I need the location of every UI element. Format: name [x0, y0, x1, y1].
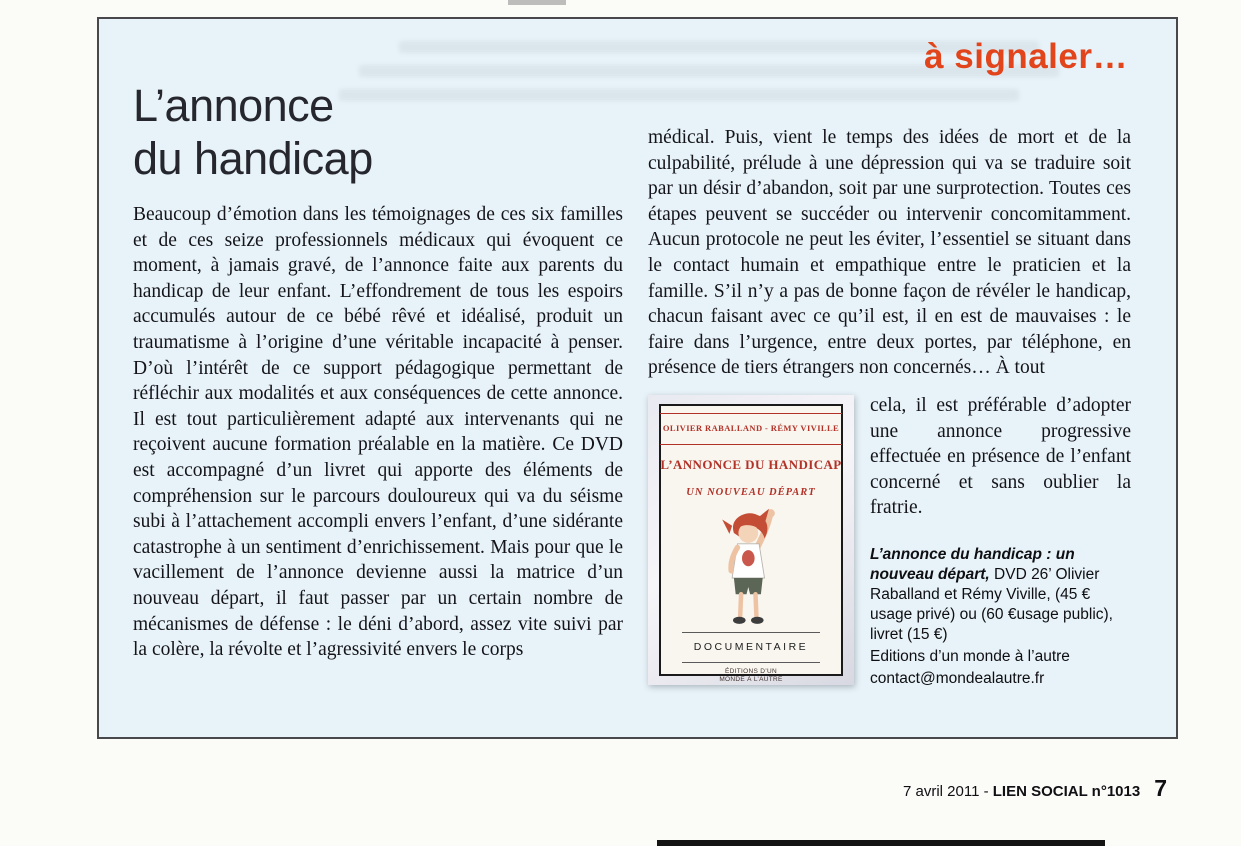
dvd-caption-email: contact@mondealautre.fr: [870, 669, 1045, 687]
scan-edge-artifact: [508, 0, 566, 5]
article-body-right: médical. Puis, vient le temps des idées de mort et de la culpabilité, prélude à une dépression qui va se traduire soit par un désir d’abandon, soit par une surprotection. Toutes ces étapes peuvent se succéder ou intervenir concomitamment. Aucun protocole ne peut les éviter, l’essentiel se situant dans le contact humain et empathique entre le praticien et la famille. S’il n’y a pas de bonne façon de révéler le handicap, chacun faisant avec ce qu’il est, il en est de mauvaises : le faire dans l’urgence, entre deux portes, par téléphone, en présence de tiers étrangers non concernés… À tout: [648, 127, 1131, 379]
dvd-authors: OLIVIER RABALLAND - RÉMY VIVILLE: [660, 413, 842, 445]
section-label: à signaler…: [924, 37, 1128, 76]
page-footer: [903, 775, 1167, 802]
article-column-left: [133, 202, 623, 663]
scan-bleed-artifact: [339, 89, 1019, 101]
dvd-caption-title: L’annonce du handicap : un nouveau départ,: [870, 545, 1075, 583]
footer-date: 7 avril 2011 -: [902, 783, 989, 800]
footer-magazine: LIEN SOCIAL n°1013: [992, 783, 1141, 800]
dvd-genre: DOCUMENTAIRE: [682, 632, 820, 664]
media-block: [648, 393, 1131, 691]
article-panel: [97, 17, 1178, 739]
dvd-caption-details: DVD 26’ Olivier Raballand et Rémy Viville, (45 € usage privé) ou (60 €usage public), livret (15 €): [870, 565, 1113, 643]
article-column-right: [648, 125, 1131, 691]
article-title-line1: L’annonce: [133, 80, 334, 131]
dvd-cover: [648, 395, 854, 685]
dvd-publisher: ÉDITIONS D’UN MONDE À L’AUTRE: [719, 668, 783, 683]
scan-edge-artifact: [657, 840, 1105, 846]
dvd-subtitle: UN NOUVEAU DÉPART: [686, 487, 816, 499]
dvd-title: L’ANNONCE DU HANDICAP: [660, 456, 842, 472]
article-title-line2: du handicap: [133, 133, 373, 184]
article-body-left: Beaucoup d’émotion dans les témoignages de ces six familles et de ces seize professionnels médicaux qui évoquent ce moment, à jamais gravé, de l’annonce faite aux parents du handicap de leur enfant. L’effondrement de tous les espoirs accumulés autour de ce bébé rêvé et idéalisé, produit un traumatisme à l’origine d’une véritable incapacité à penser. D’où l’intérêt de ce support pédagogique permettant de réfléchir aux modalités et aux conséquences de cette annonce. Il est tout particulièrement adapté aux intervenants qui ne reçoivent aucune formation préalable en la matière. Ce DVD est accompagné d’un livret qui apporte des éléments de compréhension sur le parcours douloureux qui va du séisme subi à l’attachement accompli envers l’enfant, d’une sidérante catastrophe à un sentiment d’enrichissement. Mais pour que le vacillement de l’annonce devienne aussi la matrice d’un nouveau départ, il faut passer par un certain nombre de mécanismes de défense : le déni d’abord, assez vite suivi par la colère, la révolte et l’agressivité envers le corps: [133, 204, 623, 661]
footer-issue-line: [903, 783, 1140, 800]
dvd-cover-inner: [659, 404, 843, 683]
article-title: [133, 79, 373, 185]
article-body-right-wrap: cela, il est préférable d’adopter une annonce progressive effectuée en présence de l’enfant concerné et sans oublier la fratrie.: [870, 394, 1131, 519]
dvd-illustration: [666, 506, 836, 632]
page-number: 7: [1154, 775, 1167, 801]
dvd-caption-publisher: Editions d’un monde à l’autre: [870, 647, 1070, 665]
